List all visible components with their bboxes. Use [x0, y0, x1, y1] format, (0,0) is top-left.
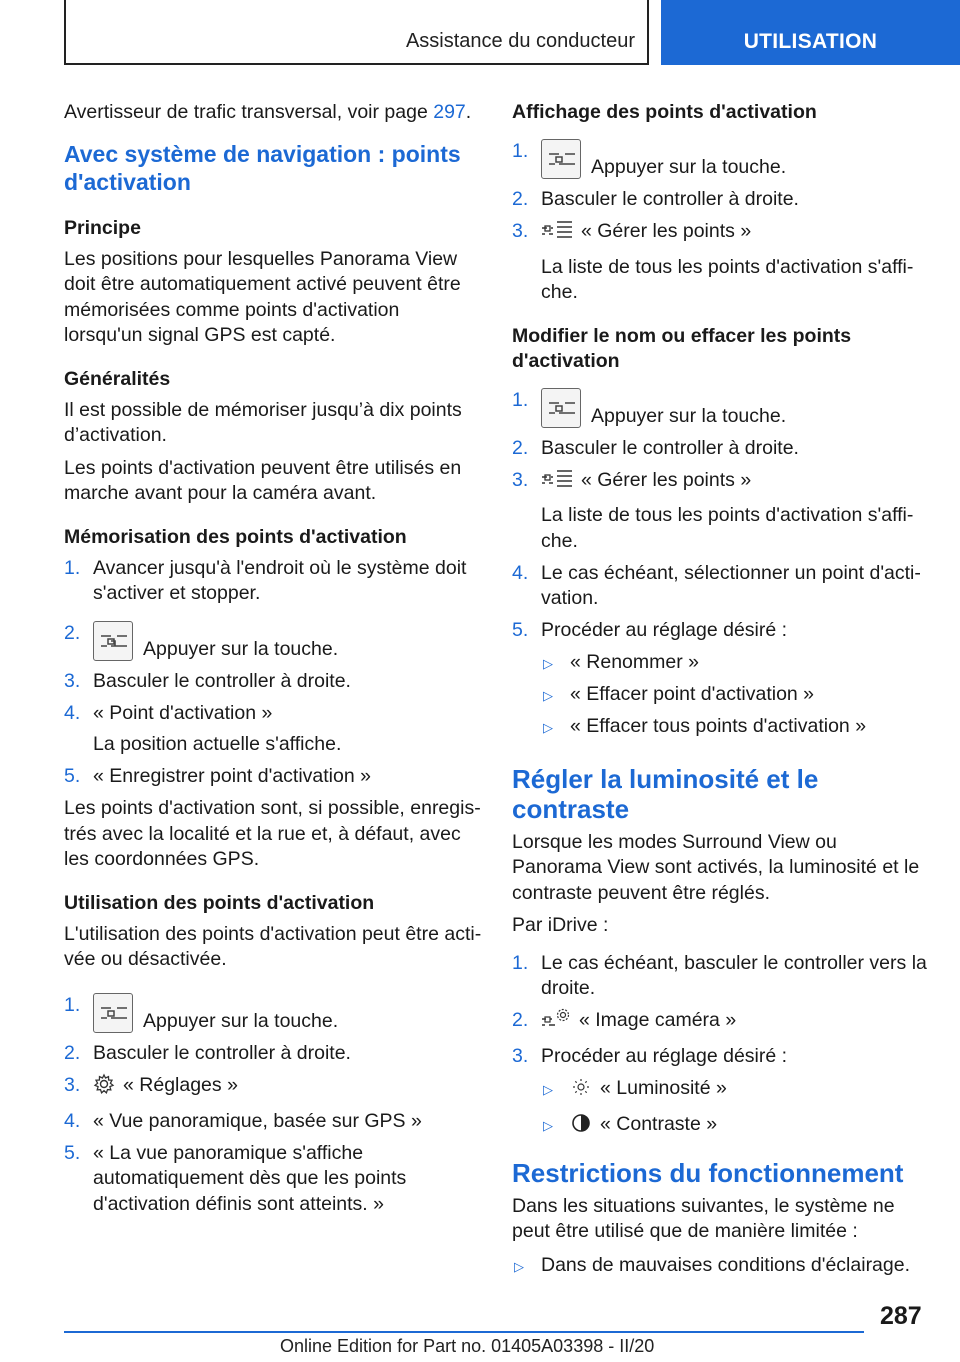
- step-text: « Enregistrer point d'activation »: [93, 765, 371, 787]
- step-text: « Gérer les points »: [581, 468, 752, 491]
- paragraph-generalites-2: Les points d'activation peuvent être utilisés en marche avant pour la caméra avant.: [64, 456, 462, 504]
- bullet-text: « Effacer tous points d'activation »: [570, 715, 867, 737]
- right-column: [512, 100, 932, 1285]
- header-chapter-title: UTILISATION: [743, 30, 878, 53]
- paragraph-restrictions: Dans les situations suivantes, le système ne peut être utilisé que de manière limitée :: [512, 1194, 895, 1242]
- paragraph-generalites-1: Il est possible de mémoriser jusqu’à dix points d’activation.: [64, 398, 462, 446]
- triangle-bullet-icon: ▷: [543, 1118, 553, 1133]
- left-column: [64, 100, 482, 1224]
- step-number: 5.: [64, 765, 81, 787]
- step-number: 2.: [512, 1009, 529, 1031]
- memorisation-steps: [64, 556, 482, 790]
- camera-button-icon: [541, 388, 581, 428]
- manage-points-icon: [541, 468, 573, 498]
- step-number: 1.: [64, 993, 81, 1016]
- camera-settings-icon: [541, 1008, 571, 1038]
- list-item: [512, 468, 932, 555]
- list-item: [512, 436, 932, 462]
- step-number: 2.: [64, 1041, 81, 1064]
- step-continuation: La liste de tous les points d'activation s'affiche.: [541, 504, 914, 552]
- header-section-box: [64, 0, 649, 65]
- intro-paragraph: [64, 100, 482, 126]
- step-number: 1.: [512, 951, 529, 974]
- subheading-memorisation: Mémorisation des points d'activation: [64, 525, 407, 548]
- sun-icon: [570, 1076, 592, 1106]
- list-item: [541, 650, 932, 676]
- step-number: 4.: [512, 561, 529, 584]
- page-link[interactable]: 297: [433, 101, 466, 123]
- bullet-text: Dans de mauvaises conditions d'éclairage.: [541, 1253, 911, 1276]
- step-text: Appuyer sur la touche.: [591, 156, 787, 178]
- list-item: [64, 993, 482, 1035]
- step-text: Avancer jusqu'à l'endroit où le système doit s'activer et stopper.: [93, 556, 467, 604]
- restrictions-list: [512, 1253, 932, 1279]
- list-item: [512, 1008, 932, 1038]
- step-text: Basculer le controller à droite.: [93, 669, 351, 692]
- manage-points-icon: [541, 219, 573, 249]
- list-item: [512, 187, 932, 213]
- triangle-bullet-icon: ▷: [543, 720, 553, 735]
- camera-button-icon: [93, 621, 133, 661]
- step-number: 1.: [64, 556, 81, 579]
- header-chapter-tab: [661, 0, 960, 65]
- list-item: [64, 669, 482, 695]
- affichage-steps: [512, 139, 932, 306]
- list-item: [64, 764, 482, 790]
- list-item: [512, 561, 932, 612]
- bullet-text: « Renommer »: [570, 651, 699, 673]
- intro-text: Avertisseur de trafic transversal, voir page: [64, 101, 434, 123]
- step-number: 2.: [64, 621, 81, 644]
- subheading-principe: Principe: [64, 216, 141, 239]
- triangle-bullet-icon: ▷: [514, 1258, 524, 1274]
- step-text: Appuyer sur la touche.: [143, 637, 339, 660]
- modifier-options: [541, 650, 932, 740]
- list-item: [541, 714, 932, 740]
- step-number: 4.: [64, 1109, 81, 1132]
- luminosite-options: [541, 1076, 932, 1142]
- list-item: [512, 219, 932, 306]
- step-continuation: La position actuelle s'affiche.: [93, 733, 342, 755]
- list-item: [541, 682, 932, 708]
- section-heading-navigation: Avec système de navigation : points d'activation: [64, 140, 461, 195]
- list-item: [541, 1076, 932, 1106]
- list-item: [512, 139, 932, 181]
- gear-icon: [93, 1073, 115, 1103]
- camera-button-icon: [93, 993, 133, 1033]
- paragraph-utilisation: L'utilisation des points d'activation peut être activée ou désactivée.: [64, 922, 482, 970]
- subheading-modifier: Modifier le nom ou effacer les points d'activation: [512, 324, 852, 372]
- paragraph-principe: Les positions pour lesquelles Panorama View doit être automatiquement activé peuvent être mémorisées comme points d'activation lorsqu'un signal GPS est capté.: [64, 247, 461, 346]
- step-number: 1.: [512, 388, 529, 411]
- step-text: Basculer le controller à droite.: [541, 188, 799, 210]
- step-text: « La vue panoramique s'affiche automatiquement dès que les points d'activation définis sont atteints. »: [93, 1141, 407, 1215]
- camera-button-icon: [541, 139, 581, 179]
- list-item: [512, 1044, 932, 1070]
- step-text: Le cas échéant, sélectionner un point d'activation.: [541, 561, 921, 609]
- step-text: Appuyer sur la touche.: [591, 404, 787, 427]
- list-item: [64, 701, 482, 758]
- step-continuation: La liste de tous les points d'activation s'affiche.: [541, 255, 914, 303]
- list-item: [512, 388, 932, 430]
- step-number: 3.: [512, 220, 529, 242]
- list-item: [541, 1112, 932, 1142]
- step-number: 3.: [64, 1073, 81, 1096]
- step-text: Appuyer sur la touche.: [143, 1009, 339, 1032]
- contrast-icon: [570, 1112, 592, 1142]
- list-item: [64, 556, 482, 607]
- step-text: Procéder au réglage désiré :: [541, 619, 788, 641]
- step-text: Le cas échéant, basculer le controller vers la droite.: [541, 951, 927, 999]
- list-item: [64, 1041, 482, 1067]
- section-heading-restrictions: Restrictions du fonctionnement: [512, 1157, 904, 1188]
- footer-edition: Online Edition for Part no. 01405A03398 - II/20: [280, 1336, 655, 1356]
- page-number: 287: [880, 1302, 922, 1330]
- utilisation-steps: [64, 993, 482, 1218]
- bullet-text: « Effacer point d'activation »: [570, 683, 815, 705]
- subheading-utilisation: Utilisation des points d'activation: [64, 891, 375, 914]
- subheading-affichage: Affichage des points d'activation: [512, 101, 817, 123]
- step-text: « Image caméra »: [579, 1009, 737, 1031]
- step-text: « Vue panoramique, basée sur GPS »: [93, 1109, 422, 1132]
- bullet-text: « Contraste »: [600, 1113, 718, 1135]
- paragraph-luminosite: Lorsque les modes Surround View ou Panorama View sont activés, la luminosité et le contraste peuvent être réglés.: [512, 830, 920, 904]
- list-item: [64, 1109, 482, 1135]
- step-text: Basculer le controller à droite.: [541, 436, 799, 459]
- section-heading-luminosite: Régler la luminosité et le contraste: [512, 763, 819, 824]
- intro-end: .: [465, 101, 472, 123]
- footer-divider: [64, 1331, 864, 1333]
- step-number: 2.: [512, 188, 529, 210]
- triangle-bullet-icon: ▷: [543, 688, 553, 703]
- step-number: 3.: [64, 669, 81, 692]
- list-item: [512, 1253, 932, 1279]
- step-number: 3.: [512, 1045, 529, 1067]
- triangle-bullet-icon: ▷: [543, 1082, 553, 1097]
- step-number: 5.: [64, 1141, 81, 1164]
- list-item: [512, 618, 932, 644]
- triangle-bullet-icon: ▷: [543, 656, 553, 671]
- step-number: 5.: [512, 619, 529, 641]
- list-item: [512, 951, 932, 1002]
- step-text: Procéder au réglage désiré :: [541, 1045, 788, 1067]
- paragraph-idrive: Par iDrive :: [512, 914, 609, 936]
- bullet-text: « Luminosité »: [600, 1077, 727, 1099]
- step-number: 2.: [512, 436, 529, 459]
- list-item: [64, 1073, 482, 1103]
- subheading-generalites: Généralités: [64, 367, 171, 390]
- step-text: « Réglages »: [123, 1073, 238, 1096]
- step-number: 1.: [512, 140, 529, 162]
- step-number: 4.: [64, 701, 81, 724]
- list-item: [64, 1141, 482, 1218]
- luminosite-steps: [512, 951, 932, 1070]
- step-number: 3.: [512, 468, 529, 491]
- step-text: « Point d'activation »: [93, 701, 273, 724]
- modifier-steps: [512, 388, 932, 644]
- step-text: Basculer le controller à droite.: [93, 1041, 351, 1064]
- step-text: « Gérer les points »: [581, 220, 752, 242]
- paragraph-memorisation-after: Les points d'activation sont, si possible, enregistrés avec la localité et la rue et, à défaut, avec les coordonnées GPS.: [64, 797, 481, 870]
- list-item: [64, 621, 482, 663]
- header-section-title: Assistance du conducteur: [405, 30, 635, 52]
